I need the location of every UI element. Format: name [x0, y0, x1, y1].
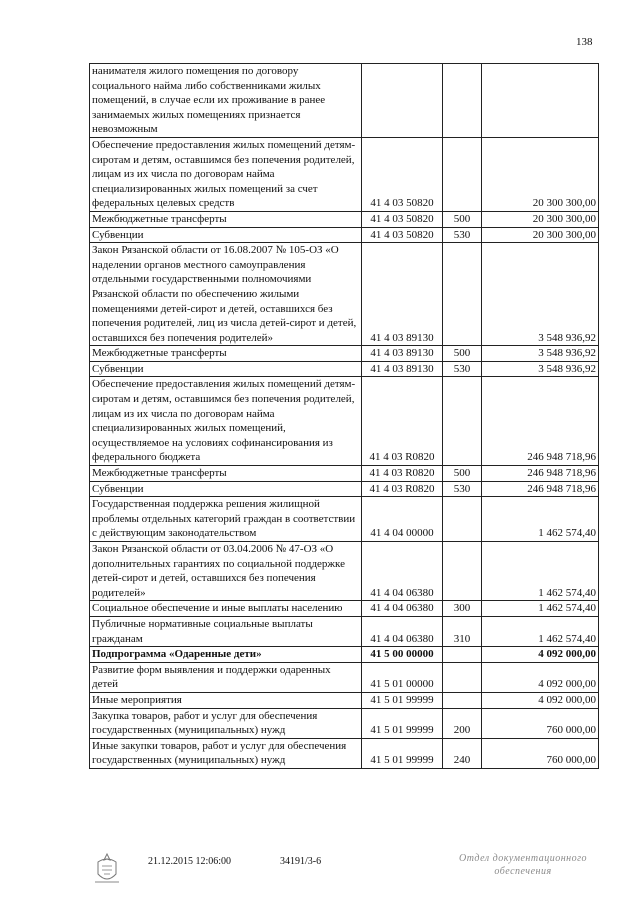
row-code-cell — [362, 64, 443, 138]
table-row — [90, 243, 599, 346]
department-stamp — [448, 852, 598, 878]
row-code-cell: 41 5 00 00000 — [362, 647, 443, 663]
row-expense-type-cell — [443, 692, 482, 708]
row-expense-type-cell — [443, 243, 482, 346]
department-line-1: Отдел документационного — [458, 853, 588, 864]
row-name-cell: Субвенции — [90, 361, 362, 377]
row-code-cell: 41 4 03 50820 — [362, 227, 443, 243]
row-expense-type-cell — [443, 377, 482, 466]
row-expense-type-cell: 530 — [443, 227, 482, 243]
row-sum-cell: 246 948 718,96 — [482, 466, 599, 482]
budget-table — [89, 63, 599, 769]
row-expense-type-cell — [443, 64, 482, 138]
row-expense-type-cell — [443, 647, 482, 663]
row-expense-type-cell — [443, 662, 482, 692]
row-sum-cell: 20 300 300,00 — [482, 137, 599, 211]
row-code-cell: 41 5 01 99999 — [362, 692, 443, 708]
row-name-cell: Межбюджетные трансферты — [90, 466, 362, 482]
row-sum-cell: 3 548 936,92 — [482, 361, 599, 377]
row-code-cell: 41 4 03 50820 — [362, 211, 443, 227]
budget-table-body — [90, 64, 599, 769]
table-row — [90, 647, 599, 663]
row-name-cell: Публичные нормативные социальные выплаты гражданам — [90, 616, 362, 646]
row-code-cell: 41 4 03 89130 — [362, 243, 443, 346]
row-sum-cell: 3 548 936,92 — [482, 243, 599, 346]
row-name-cell: Иные закупки товаров, работ и услуг для обеспечения государственных (муниципальных) нужд — [90, 738, 362, 768]
table-row — [90, 692, 599, 708]
row-name-cell: Закупка товаров, работ и услуг для обеспечения государственных (муниципальных) нужд — [90, 708, 362, 738]
table-row — [90, 738, 599, 768]
row-name-cell: Подпрограмма «Одаренные дети» — [90, 647, 362, 663]
row-name-cell: Социальное обеспечение и иные выплаты населению — [90, 601, 362, 617]
row-code-cell: 41 4 03 R0820 — [362, 466, 443, 482]
row-code-cell: 41 4 04 06380 — [362, 616, 443, 646]
row-sum-cell: 4 092 000,00 — [482, 692, 599, 708]
row-sum-cell: 4 092 000,00 — [482, 647, 599, 663]
row-code-cell: 41 4 04 06380 — [362, 542, 443, 601]
table-row — [90, 601, 599, 617]
row-name-cell: Развитие форм выявления и поддержки одаренных детей — [90, 662, 362, 692]
row-sum-cell: 246 948 718,96 — [482, 377, 599, 466]
row-sum-cell: 3 548 936,92 — [482, 346, 599, 362]
row-name-cell: Закон Рязанской области от 03.04.2006 № 47-ОЗ «О дополнительных гарантиях по социальной поддержке детей-сирот и детей, оставшихся без попечения родителей» — [90, 542, 362, 601]
page-footer — [0, 852, 640, 892]
table-row — [90, 64, 599, 138]
row-sum-cell: 20 300 300,00 — [482, 211, 599, 227]
row-sum-cell: 1 462 574,40 — [482, 542, 599, 601]
row-sum-cell: 4 092 000,00 — [482, 662, 599, 692]
row-code-cell: 41 5 01 99999 — [362, 708, 443, 738]
row-name-cell: нанимателя жилого помещения по договору социального найма либо собственниками жилых помещений, в случае если их проживание в ранее занимаемых жилых помещениях признается невозможным — [90, 64, 362, 138]
table-row — [90, 708, 599, 738]
page-number: 138 — [576, 36, 593, 48]
row-sum-cell: 1 462 574,40 — [482, 601, 599, 617]
row-expense-type-cell: 500 — [443, 346, 482, 362]
row-code-cell: 41 4 03 R0820 — [362, 377, 443, 466]
table-row — [90, 377, 599, 466]
row-name-cell: Государственная поддержка решения жилищной проблемы отдельных категорий граждан в соответствии с действующим законодательством — [90, 497, 362, 542]
row-expense-type-cell — [443, 542, 482, 601]
row-sum-cell — [482, 64, 599, 138]
row-expense-type-cell: 500 — [443, 466, 482, 482]
table-row — [90, 361, 599, 377]
row-sum-cell: 246 948 718,96 — [482, 481, 599, 497]
row-expense-type-cell: 240 — [443, 738, 482, 768]
row-code-cell: 41 4 03 50820 — [362, 137, 443, 211]
table-row — [90, 211, 599, 227]
footer-doc-number: 34191/3-6 — [280, 856, 322, 867]
row-expense-type-cell — [443, 497, 482, 542]
table-row — [90, 466, 599, 482]
table-row — [90, 616, 599, 646]
row-sum-cell: 20 300 300,00 — [482, 227, 599, 243]
row-expense-type-cell — [443, 137, 482, 211]
row-name-cell: Иные мероприятия — [90, 692, 362, 708]
row-expense-type-cell: 300 — [443, 601, 482, 617]
row-expense-type-cell: 310 — [443, 616, 482, 646]
row-expense-type-cell: 530 — [443, 481, 482, 497]
table-row — [90, 481, 599, 497]
row-expense-type-cell: 530 — [443, 361, 482, 377]
row-sum-cell: 760 000,00 — [482, 708, 599, 738]
table-row — [90, 542, 599, 601]
row-sum-cell: 1 462 574,40 — [482, 616, 599, 646]
row-sum-cell: 760 000,00 — [482, 738, 599, 768]
row-sum-cell: 1 462 574,40 — [482, 497, 599, 542]
row-name-cell: Субвенции — [90, 481, 362, 497]
row-code-cell: 41 4 03 89130 — [362, 346, 443, 362]
row-name-cell: Межбюджетные трансферты — [90, 346, 362, 362]
department-line-2: обеспечения — [494, 866, 552, 877]
footer-date: 21.12.2015 12:06:00 — [148, 856, 232, 867]
row-name-cell: Обеспечение предоставления жилых помещений детям-сиротам и детям, оставшимся без попечения родителей, лицам из их числа по договорам найма специализированных жилых помещений за счет федеральных целевых средств — [90, 137, 362, 211]
table-row — [90, 346, 599, 362]
row-code-cell: 41 4 04 06380 — [362, 601, 443, 617]
row-code-cell: 41 4 03 R0820 — [362, 481, 443, 497]
row-code-cell: 41 4 04 00000 — [362, 497, 443, 542]
row-code-cell: 41 5 01 99999 — [362, 738, 443, 768]
row-expense-type-cell: 500 — [443, 211, 482, 227]
table-row — [90, 227, 599, 243]
row-code-cell: 41 4 03 89130 — [362, 361, 443, 377]
coat-of-arms-stamp — [92, 852, 122, 886]
row-name-cell: Субвенции — [90, 227, 362, 243]
row-name-cell: Закон Рязанской области от 16.08.2007 № 105-ОЗ «О наделении органов местного самоуправления отдельными государственными полномочиями Рязанской области по обеспечению жилыми помещениями детей-сирот и детей, оставшихся без попечения родителей, лиц из числа детей-сирот и детей, оставшихся без попечения родителей» — [90, 243, 362, 346]
table-row — [90, 497, 599, 542]
row-code-cell: 41 5 01 00000 — [362, 662, 443, 692]
row-expense-type-cell: 200 — [443, 708, 482, 738]
table-row — [90, 137, 599, 211]
table-row — [90, 662, 599, 692]
row-name-cell: Обеспечение предоставления жилых помещений детям-сиротам и детям, оставшимся без попечения родителей, лицам из их числа по договорам найма специализированных жилых помещений, осуществляемое на условиях софинансирования из федерального бюджета — [90, 377, 362, 466]
row-name-cell: Межбюджетные трансферты — [90, 211, 362, 227]
